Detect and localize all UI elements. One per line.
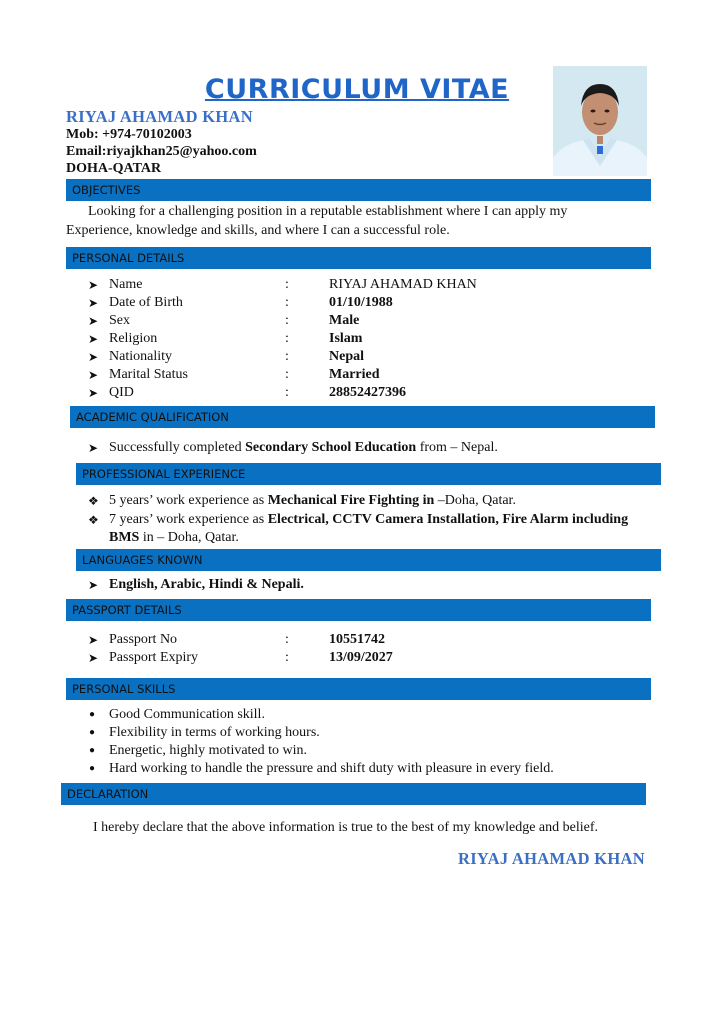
skill-item: Good Communication skill. bbox=[109, 707, 265, 722]
signature-name: RIYAJ AHAMAD KHAN bbox=[458, 849, 645, 868]
detail-separator: : bbox=[285, 295, 289, 310]
arrow-bullet-icon: ➤ bbox=[88, 651, 99, 665]
skill-item: Flexibility in terms of working hours. bbox=[109, 725, 320, 740]
profile-photo bbox=[553, 66, 647, 176]
objective-line-1: Looking for a challenging position in a reputable establishment where I can apply my bbox=[88, 204, 568, 219]
section-personal-skills: PERSONAL SKILLS bbox=[66, 678, 651, 700]
section-objectives: OBJECTIVES bbox=[66, 179, 651, 201]
detail-separator: : bbox=[285, 277, 289, 292]
location: DOHA-QATAR bbox=[66, 161, 162, 176]
dot-bullet-icon: ● bbox=[89, 763, 96, 774]
objective-text bbox=[66, 203, 656, 240]
detail-label: QID bbox=[109, 385, 134, 400]
academic-text: Successfully completed Secondary School Education from – Nepal. bbox=[109, 440, 498, 455]
arrow-bullet-icon: ➤ bbox=[88, 633, 99, 647]
skill-item: Energetic, highly motivated to win. bbox=[109, 743, 308, 758]
detail-value: Male bbox=[329, 313, 360, 328]
arrow-bullet-icon: ➤ bbox=[88, 441, 99, 455]
arrow-bullet-icon: ➤ bbox=[88, 296, 99, 310]
dot-bullet-icon: ● bbox=[89, 709, 96, 720]
detail-value: RIYAJ AHAMAD KHAN bbox=[329, 277, 477, 292]
declaration-text: I hereby declare that the above information is true to the best of my knowledge and belief. bbox=[93, 820, 598, 835]
mobile-number: Mob: +974-70102003 bbox=[66, 127, 192, 142]
passport-label: Passport No bbox=[109, 632, 178, 647]
arrow-bullet-icon: ➤ bbox=[88, 314, 99, 328]
candidate-name: RIYAJ AHAMAD KHAN bbox=[66, 107, 253, 126]
experience-item: 7 years’ work experience as Electrical, CCTV Camera Installation, Fire Alarm including bbox=[109, 512, 629, 527]
diamond-bullet-icon: ❖ bbox=[88, 513, 99, 527]
section-academic-qualification: ACADEMIC QUALIFICATION bbox=[70, 406, 655, 428]
diamond-bullet-icon: ❖ bbox=[88, 494, 99, 508]
skill-item: Hard working to handle the pressure and shift duty with pleasure in every field. bbox=[109, 761, 554, 776]
section-professional-experience: PROFESSIONAL EXPERIENCE bbox=[76, 463, 661, 485]
detail-label: Date of Birth bbox=[109, 295, 183, 310]
detail-separator: : bbox=[285, 367, 289, 382]
detail-separator: : bbox=[285, 331, 289, 346]
arrow-bullet-icon: ➤ bbox=[88, 368, 99, 382]
arrow-bullet-icon: ➤ bbox=[88, 386, 99, 400]
passport-label: Passport Expiry bbox=[109, 650, 199, 665]
detail-value: 01/10/1988 bbox=[329, 295, 393, 310]
detail-label: Sex bbox=[109, 313, 130, 328]
arrow-bullet-icon: ➤ bbox=[88, 278, 99, 292]
dot-bullet-icon: ● bbox=[89, 745, 96, 756]
detail-label: Marital Status bbox=[109, 367, 188, 382]
detail-value: Nepal bbox=[329, 349, 364, 364]
section-personal-details: PERSONAL DETAILS bbox=[66, 247, 651, 269]
experience-item: 5 years’ work experience as Mechanical Fire Fighting in –Doha, Qatar. bbox=[109, 493, 516, 508]
detail-label: Name bbox=[109, 277, 143, 292]
detail-separator: : bbox=[285, 349, 289, 364]
detail-label: Nationality bbox=[109, 349, 172, 364]
passport-separator: : bbox=[285, 650, 289, 665]
arrow-bullet-icon: ➤ bbox=[88, 332, 99, 346]
page-title: CURRICULUM VITAE bbox=[204, 74, 510, 105]
detail-separator: : bbox=[285, 313, 289, 328]
section-passport-details: PASSPORT DETAILS bbox=[66, 599, 651, 621]
languages-text: English, Arabic, Hindi & Nepali. bbox=[109, 577, 304, 592]
arrow-bullet-icon: ➤ bbox=[88, 578, 99, 592]
objective-line-2: Experience, knowledge and skills, and where I can a successful role. bbox=[66, 222, 450, 238]
arrow-bullet-icon: ➤ bbox=[88, 350, 99, 364]
detail-separator: : bbox=[285, 385, 289, 400]
dot-bullet-icon: ● bbox=[89, 727, 96, 738]
detail-value: Islam bbox=[329, 331, 363, 346]
passport-value: 10551742 bbox=[329, 632, 385, 647]
section-declaration: DECLARATION bbox=[61, 783, 646, 805]
passport-value: 13/09/2027 bbox=[329, 650, 393, 665]
passport-separator: : bbox=[285, 632, 289, 647]
section-languages-known: LANGUAGES KNOWN bbox=[76, 549, 661, 571]
detail-label: Religion bbox=[109, 331, 158, 346]
detail-value: Married bbox=[329, 367, 380, 382]
detail-value: 28852427396 bbox=[329, 385, 406, 400]
email-address: Email:riyajkhan25@yahoo.com bbox=[66, 144, 257, 159]
experience-item-continued: BMS in – Doha, Qatar. bbox=[109, 530, 239, 545]
